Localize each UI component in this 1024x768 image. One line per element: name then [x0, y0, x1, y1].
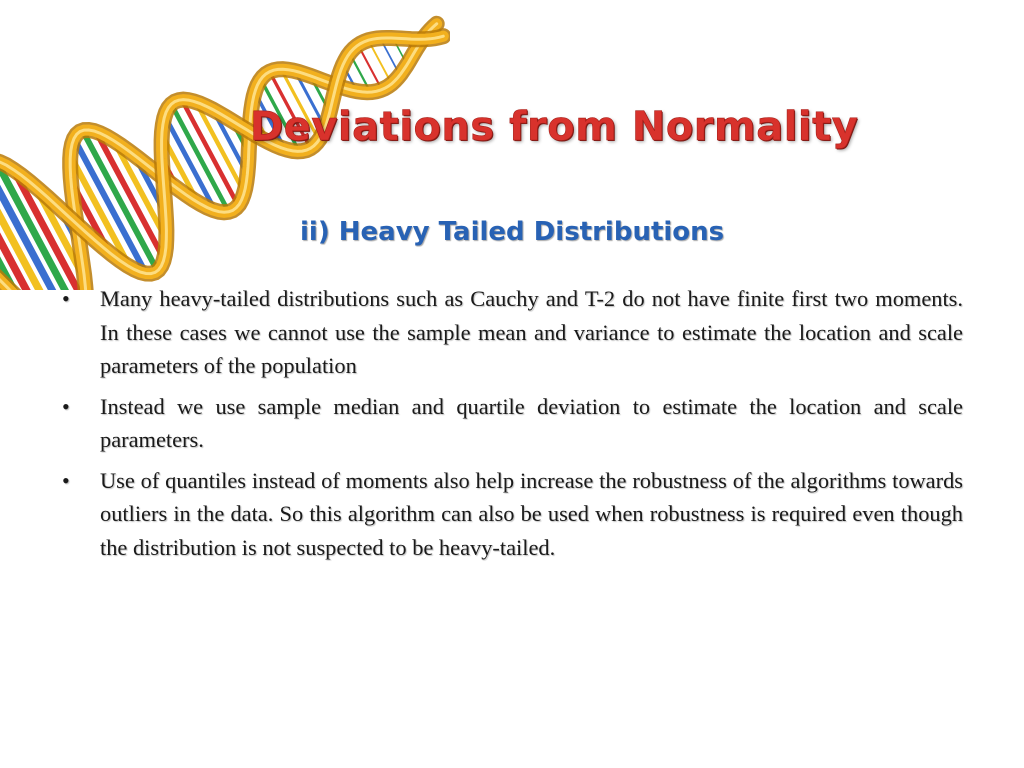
- bullet-marker: •: [62, 286, 70, 311]
- bullet-list: [58, 282, 963, 571]
- slide-title: Deviations from Normality: [250, 104, 859, 150]
- bullet-marker: •: [62, 467, 70, 493]
- bullet-text: Many heavy-tailed distributions such as Cauchy and T-2 do not have finite first two moments. In these cases we cannot use the sample mean and variance to estimate the location and scale parameters of the population: [100, 286, 963, 378]
- bullet-item: [58, 464, 963, 565]
- bullet-item: [58, 282, 963, 383]
- slide-subtitle: ii) Heavy Tailed Distributions: [300, 217, 725, 247]
- bullet-text: Instead we use sample median and quartile deviation to estimate the location and scale parameters.: [100, 393, 963, 452]
- bullet-marker: •: [62, 393, 70, 419]
- bullet-item: [58, 390, 963, 457]
- bullet-text: Use of quantiles instead of moments also help increase the robustness of the algorithms towards outliers in the data. So this algorithm can also be used when robustness is required even though the distribution is not suspected to be heavy-tailed.: [100, 467, 963, 560]
